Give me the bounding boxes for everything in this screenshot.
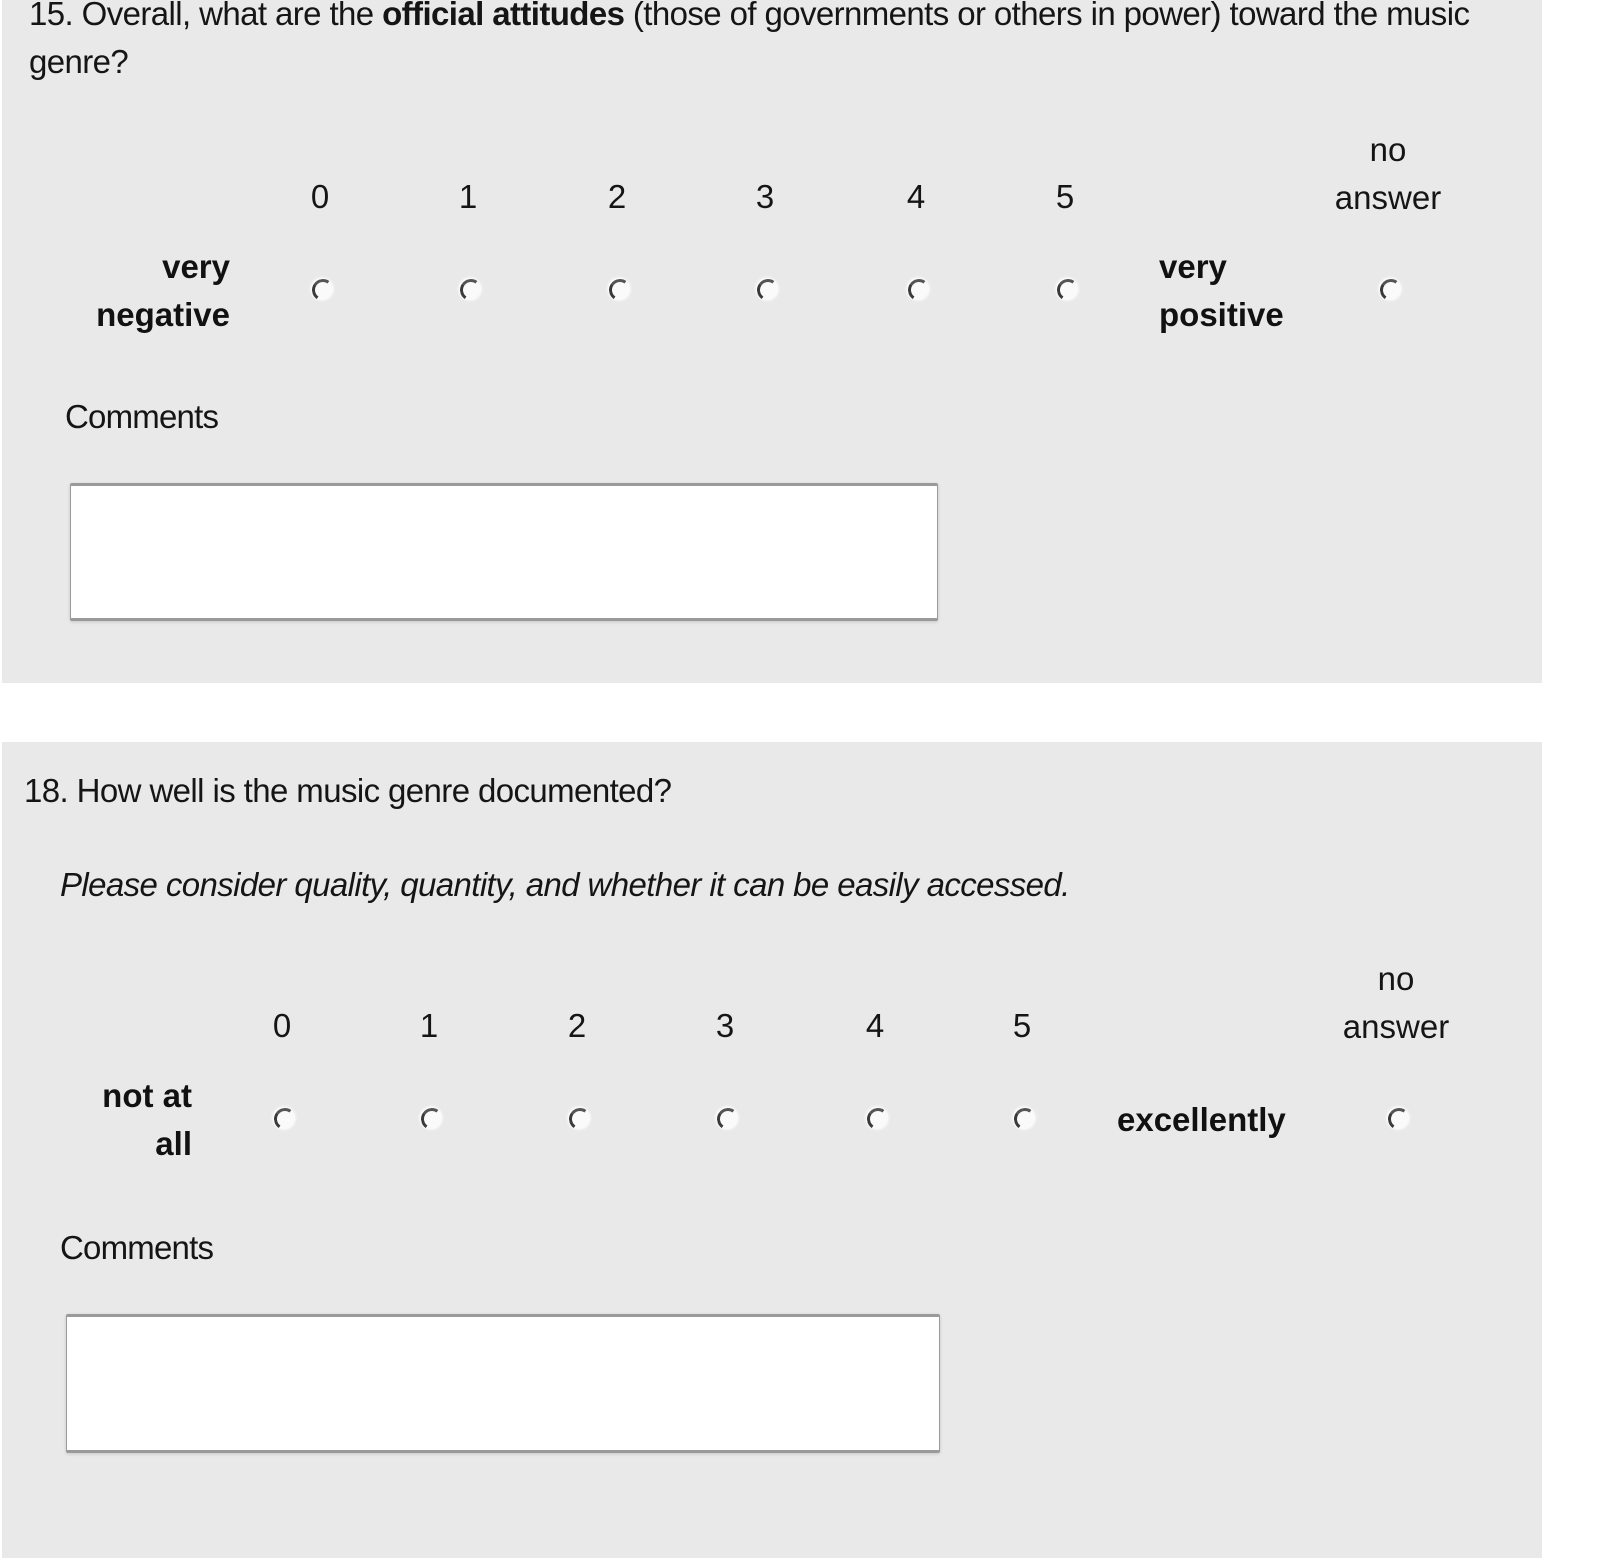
no-answer-label xyxy=(1308,126,1468,222)
left-anchor-label xyxy=(42,1072,192,1168)
comments-textarea[interactable] xyxy=(70,483,938,621)
scale-label-5: 5 xyxy=(1055,178,1075,215)
no-answer-label-line1: no xyxy=(1369,131,1407,168)
no-answer-label xyxy=(1316,955,1476,1051)
right-anchor-line1: very xyxy=(1159,248,1227,285)
left-anchor-line1: very xyxy=(162,248,230,285)
question-number: 15. xyxy=(29,0,74,32)
scale-label-1: 1 xyxy=(419,1007,439,1044)
radio-option-no-answer[interactable] xyxy=(1379,278,1401,300)
question-18-panel xyxy=(2,742,1542,1558)
comments-textarea[interactable] xyxy=(66,1314,940,1453)
radio-option-no-answer[interactable] xyxy=(1387,1107,1409,1129)
question-15-panel xyxy=(2,0,1542,683)
right-anchor-label: excellently xyxy=(1117,1101,1286,1138)
scale-label-2: 2 xyxy=(607,178,627,215)
radio-option-0[interactable] xyxy=(311,278,333,300)
scale-label-0: 0 xyxy=(272,1007,292,1044)
scale-label-0: 0 xyxy=(310,178,330,215)
scale-label-4: 4 xyxy=(865,1007,885,1044)
radio-option-5[interactable] xyxy=(1056,278,1078,300)
left-anchor-line2: negative xyxy=(96,296,230,333)
question-number: 18. xyxy=(24,772,69,809)
left-anchor-line2: all xyxy=(155,1125,192,1162)
scale-label-1: 1 xyxy=(458,178,478,215)
radio-option-3[interactable] xyxy=(716,1107,738,1129)
scale-label-3: 3 xyxy=(715,1007,735,1044)
question-18-text xyxy=(24,767,1504,815)
no-answer-label-line2: answer xyxy=(1334,179,1442,216)
scale-label-3: 3 xyxy=(755,178,775,215)
left-anchor-line1: not at xyxy=(102,1077,192,1114)
radio-option-3[interactable] xyxy=(756,278,778,300)
left-anchor-label xyxy=(42,243,230,339)
scale-label-4: 4 xyxy=(906,178,926,215)
comments-label: Comments xyxy=(65,398,219,435)
question-text-part: Overall, what are the xyxy=(81,0,383,32)
radio-option-2[interactable] xyxy=(568,1107,590,1129)
radio-option-4[interactable] xyxy=(866,1107,888,1129)
radio-option-1[interactable] xyxy=(459,278,481,300)
question-text-emphasis: official attitudes xyxy=(382,0,625,32)
radio-option-0[interactable] xyxy=(273,1107,295,1129)
question-text-part: How well is the music genre documented? xyxy=(76,772,672,809)
radio-option-2[interactable] xyxy=(608,278,630,300)
no-answer-label-line1: no xyxy=(1377,960,1415,997)
radio-option-1[interactable] xyxy=(420,1107,442,1129)
question-text-part: (those of governments or others in power) toward the music genre? xyxy=(29,0,1470,80)
question-15-text xyxy=(29,0,1509,86)
question-hint: Please consider quality, quantity, and whether it can be easily accessed. xyxy=(60,866,1070,903)
scale-label-5: 5 xyxy=(1012,1007,1032,1044)
right-anchor-label xyxy=(1159,243,1359,339)
radio-option-4[interactable] xyxy=(907,278,929,300)
radio-option-5[interactable] xyxy=(1013,1107,1035,1129)
comments-label: Comments xyxy=(60,1229,214,1266)
right-anchor-line2: positive xyxy=(1159,296,1284,333)
no-answer-label-line2: answer xyxy=(1342,1008,1450,1045)
scale-label-2: 2 xyxy=(567,1007,587,1044)
